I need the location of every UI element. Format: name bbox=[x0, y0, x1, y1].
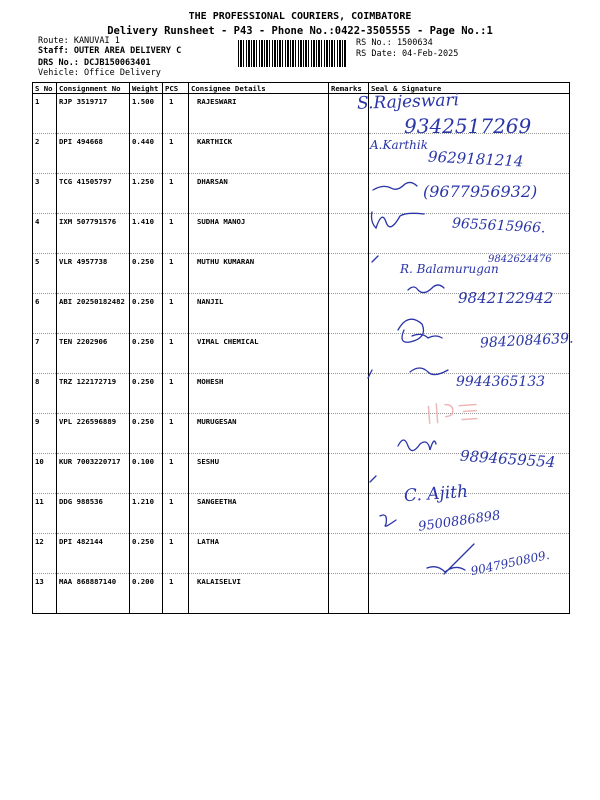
row-weight: 1.500 bbox=[130, 94, 163, 134]
col-pcs: PCS bbox=[163, 83, 189, 94]
row-pcs: 1 bbox=[163, 254, 189, 294]
row-consignee: LATHA bbox=[189, 534, 329, 574]
row-consignment: TEN 2202906 bbox=[57, 334, 130, 374]
row-pcs: 1 bbox=[163, 414, 189, 454]
row-sno: 5 bbox=[33, 254, 57, 294]
row-remarks bbox=[329, 574, 369, 614]
row-remarks bbox=[329, 254, 369, 294]
row-consignment: ABI 20250182482 bbox=[57, 294, 130, 334]
row-signature-cell bbox=[369, 574, 570, 614]
row-sno: 10 bbox=[33, 454, 57, 494]
row-weight: 1.210 bbox=[130, 494, 163, 534]
row-consignee: KALAISELVI bbox=[189, 574, 329, 614]
route-label: Route: KANUVAI 1 bbox=[38, 36, 120, 46]
handwriting-r13: 9047950809. bbox=[469, 547, 551, 579]
table-row bbox=[33, 134, 570, 174]
col-sno: S No bbox=[33, 83, 57, 94]
row-remarks bbox=[329, 334, 369, 374]
vehicle-label: Vehicle: Office Delivery bbox=[38, 68, 161, 78]
row-pcs: 1 bbox=[163, 494, 189, 534]
table-row bbox=[33, 534, 570, 574]
row-weight: 0.250 bbox=[130, 334, 163, 374]
col-remarks: Remarks bbox=[329, 83, 369, 94]
row-pcs: 1 bbox=[163, 134, 189, 174]
handwriting-r8: 9944365133 bbox=[456, 374, 546, 390]
handwriting-r5a: 9842624476 bbox=[488, 254, 552, 265]
company-title: THE PROFESSIONAL COURIERS, COIMBATORE bbox=[188, 11, 412, 22]
col-signature: Seal & Signature bbox=[369, 83, 570, 94]
table-row bbox=[33, 214, 570, 254]
handwriting-r12: 9500886898 bbox=[417, 508, 502, 535]
row-remarks bbox=[329, 534, 369, 574]
row-signature-cell bbox=[369, 134, 570, 174]
handwriting-r1b: 9342517269 bbox=[404, 114, 532, 138]
row-remarks bbox=[329, 134, 369, 174]
row-weight: 0.200 bbox=[130, 574, 163, 614]
col-consignment: Consignment No bbox=[57, 83, 130, 94]
row-sno: 9 bbox=[33, 414, 57, 454]
row-consignment: IXM 507791576 bbox=[57, 214, 130, 254]
row-consignment: KUR 7003220717 bbox=[57, 454, 130, 494]
row-pcs: 1 bbox=[163, 374, 189, 414]
row-consignee: SESHU bbox=[189, 454, 329, 494]
table-row bbox=[33, 374, 570, 414]
row-pcs: 1 bbox=[163, 294, 189, 334]
handwriting-r11: C. Ajith bbox=[403, 481, 469, 507]
row-consignee: MURUGESAN bbox=[189, 414, 329, 454]
table-row bbox=[33, 294, 570, 334]
row-consignee: NANJIL bbox=[189, 294, 329, 334]
row-sno: 8 bbox=[33, 374, 57, 414]
row-signature-cell bbox=[369, 334, 570, 374]
row-consignment: TCG 41505797 bbox=[57, 174, 130, 214]
row-signature-cell bbox=[369, 214, 570, 254]
handwriting-r7: 9842084639. bbox=[479, 330, 574, 352]
row-weight: 0.250 bbox=[130, 294, 163, 334]
row-consignee: MOHESH bbox=[189, 374, 329, 414]
handwriting-r2b: 9629181214 bbox=[427, 147, 524, 171]
row-weight: 1.410 bbox=[130, 214, 163, 254]
row-weight: 0.100 bbox=[130, 454, 163, 494]
row-consignment: MAA 868887140 bbox=[57, 574, 130, 614]
row-remarks bbox=[329, 414, 369, 454]
row-consignee: DHARSAN bbox=[189, 174, 329, 214]
row-consignee: MUTHU KUMARAN bbox=[189, 254, 329, 294]
rs-date: RS Date: 04-Feb-2025 bbox=[356, 49, 459, 59]
row-pcs: 1 bbox=[163, 174, 189, 214]
row-consignee: KARTHICK bbox=[189, 134, 329, 174]
row-pcs: 1 bbox=[163, 454, 189, 494]
row-sno: 7 bbox=[33, 334, 57, 374]
handwriting-r3: (9677956932) bbox=[423, 182, 538, 201]
row-signature-cell bbox=[369, 534, 570, 574]
row-consignment: VPL 226596889 bbox=[57, 414, 130, 454]
row-signature-cell bbox=[369, 94, 570, 134]
row-sno: 1 bbox=[33, 94, 57, 134]
row-consignee: SANGEETHA bbox=[189, 494, 329, 534]
row-consignment: DDG 988536 bbox=[57, 494, 130, 534]
drs-number: DRS No.: DCJB150063401 bbox=[38, 58, 151, 68]
row-consignment: RJP 3519717 bbox=[57, 94, 130, 134]
row-sno: 2 bbox=[33, 134, 57, 174]
row-pcs: 1 bbox=[163, 334, 189, 374]
row-signature-cell bbox=[369, 494, 570, 534]
row-consignee: VIMAL CHEMICAL bbox=[189, 334, 329, 374]
handwriting-r5b: R. Balamurugan bbox=[400, 262, 499, 276]
table-row bbox=[33, 174, 570, 214]
table-row bbox=[33, 94, 570, 134]
barcode bbox=[238, 40, 346, 67]
row-weight: 0.250 bbox=[130, 254, 163, 294]
handwriting-r4: 9655615966. bbox=[451, 215, 546, 237]
row-remarks bbox=[329, 94, 369, 134]
row-remarks bbox=[329, 494, 369, 534]
row-sno: 11 bbox=[33, 494, 57, 534]
row-pcs: 1 bbox=[163, 534, 189, 574]
row-weight: 0.250 bbox=[130, 414, 163, 454]
row-consignment: VLR 4957738 bbox=[57, 254, 130, 294]
row-weight: 0.250 bbox=[130, 374, 163, 414]
row-pcs: 1 bbox=[163, 574, 189, 614]
table-row bbox=[33, 414, 570, 454]
handwriting-r6: 9842122942 bbox=[458, 289, 554, 307]
table-row bbox=[33, 494, 570, 534]
runsheet-subtitle: Delivery Runsheet - P43 - Phone No.:0422-3505555 - Page No.:1 bbox=[107, 25, 493, 37]
row-signature-cell bbox=[369, 174, 570, 214]
row-pcs: 1 bbox=[163, 214, 189, 254]
table-row bbox=[33, 574, 570, 614]
table-row bbox=[33, 454, 570, 494]
row-consignment: DPI 482144 bbox=[57, 534, 130, 574]
runsheet-table bbox=[32, 82, 570, 614]
rs-number: RS No.: 1500634 bbox=[356, 38, 433, 48]
row-remarks bbox=[329, 174, 369, 214]
row-consignment: DPI 494668 bbox=[57, 134, 130, 174]
row-sno: 13 bbox=[33, 574, 57, 614]
row-sno: 4 bbox=[33, 214, 57, 254]
row-remarks bbox=[329, 294, 369, 334]
row-remarks bbox=[329, 214, 369, 254]
handwriting-r2a: A.Karthik bbox=[370, 138, 428, 152]
row-pcs: 1 bbox=[163, 94, 189, 134]
handwriting-r10: 9894659554 bbox=[459, 446, 556, 472]
row-signature-cell bbox=[369, 294, 570, 334]
row-remarks bbox=[329, 454, 369, 494]
row-consignment: TRZ 122172719 bbox=[57, 374, 130, 414]
row-remarks bbox=[329, 374, 369, 414]
table-header-row bbox=[33, 83, 570, 94]
row-weight: 1.250 bbox=[130, 174, 163, 214]
row-consignee: SUDHA MANOJ bbox=[189, 214, 329, 254]
faint-stamp bbox=[424, 396, 486, 430]
col-weight: Weight bbox=[130, 83, 163, 94]
handwriting-r1a: S.Rajeswari bbox=[356, 90, 460, 114]
table-row bbox=[33, 254, 570, 294]
row-signature-cell bbox=[369, 454, 570, 494]
staff-label: Staff: OUTER AREA DELIVERY C bbox=[38, 46, 182, 56]
col-consignee: Consignee Details bbox=[189, 83, 329, 94]
table-row bbox=[33, 334, 570, 374]
row-signature-cell bbox=[369, 254, 570, 294]
row-consignee: RAJESWARI bbox=[189, 94, 329, 134]
row-sno: 3 bbox=[33, 174, 57, 214]
row-sno: 12 bbox=[33, 534, 57, 574]
row-weight: 0.250 bbox=[130, 534, 163, 574]
row-sno: 6 bbox=[33, 294, 57, 334]
row-weight: 0.440 bbox=[130, 134, 163, 174]
